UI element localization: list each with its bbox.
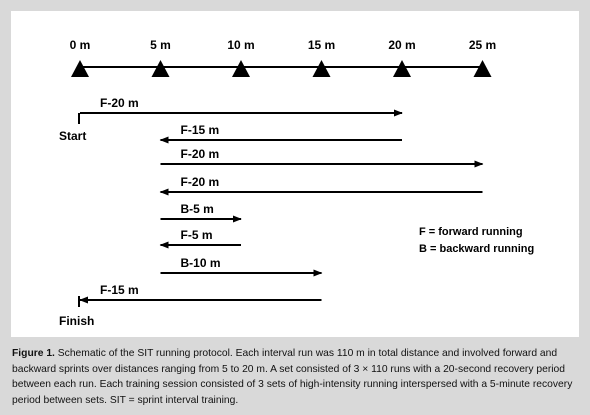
run-label: F-5 m <box>180 228 213 242</box>
run-label: F-15 m <box>180 123 220 137</box>
run-label: F-20 m <box>180 175 220 189</box>
diagram-box <box>11 11 579 337</box>
run-label: B-10 m <box>180 256 221 270</box>
distance-label: 0 m <box>69 38 91 52</box>
distance-label: 10 m <box>227 38 255 52</box>
cone-marker <box>393 60 411 77</box>
cone-marker <box>71 60 89 77</box>
distance-label: 5 m <box>150 38 171 52</box>
figure-caption <box>12 346 580 408</box>
caption-text: Schematic of the SIT running protocol. Each interval run was 110 m in total distance and involved forward and backward sprints over distances ranging from 5 to 20 m. A set consisted of 3 × 110 runs with a 20-second recovery period between each run. Each training session consisted of 3 sets of high-intensity running interspersed with a 5-minute recovery period between sets. SIT = sprint interval training. <box>12 348 573 406</box>
cone-marker <box>232 60 250 77</box>
runs <box>80 96 483 300</box>
cone-marker <box>474 60 492 77</box>
run-label: F-15 m <box>100 283 139 297</box>
distance-label: 15 m <box>307 38 336 52</box>
run-label: F-20 m <box>180 147 220 161</box>
run-label: F-20 m <box>100 96 139 110</box>
protocol-diagram <box>11 11 579 337</box>
distance-label: 20 m <box>388 38 416 52</box>
legend-forward: F = forward running <box>419 226 523 238</box>
finish-label: Finish <box>59 314 95 328</box>
distance-label: 25 m <box>468 38 497 52</box>
cone-marker <box>313 60 331 77</box>
run-label: B-5 m <box>180 202 214 216</box>
cone-marker <box>152 60 170 77</box>
legend-backward: B = backward running <box>419 243 535 255</box>
caption-figure-label: Figure 1. <box>12 348 55 359</box>
start-label: Start <box>59 129 87 143</box>
distance-axis <box>70 38 497 77</box>
